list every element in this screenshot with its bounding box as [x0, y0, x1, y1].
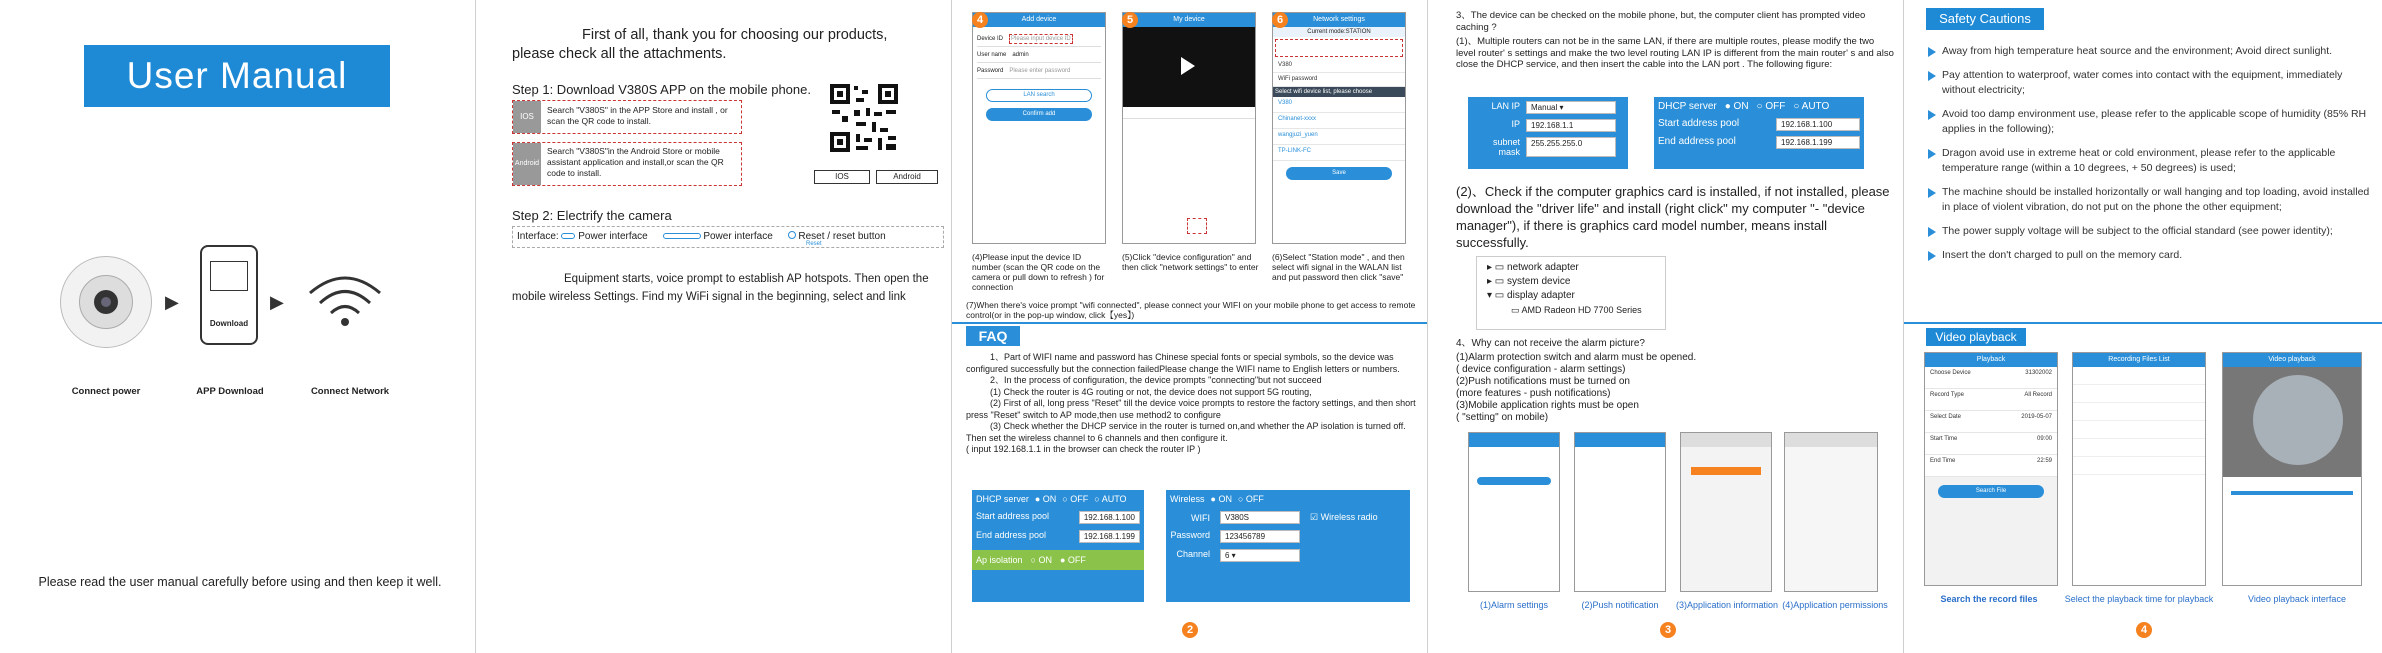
end-time-value[interactable]: 22:59 — [2036, 458, 2052, 464]
faq-item-3-2: (2)、Check if the computer graphics card is installed, if not installed, please download the "driver life" and install (right click" my computer "- "device manager"), if there is graphics card model number, means install successfully. — [1456, 184, 1890, 250]
end-pool-label: End address pool — [1658, 136, 1736, 147]
android-row — [512, 142, 742, 186]
lan-settings-box — [1468, 97, 1628, 169]
faq-continued-panel — [1428, 0, 1904, 653]
video-area[interactable] — [1123, 27, 1255, 107]
page-number: 3 — [1660, 622, 1676, 638]
ssid-field[interactable]: V380 — [1273, 59, 1405, 73]
faq-item-2-3: (3) Check whether the DHCP service in the router is turned on,and whether the AP isolation is turned off. Then set the wireless channel to 6 channels and then configure it. — [966, 421, 1406, 443]
record-type-label: Record Type — [1930, 392, 1964, 398]
camera-icon — [60, 256, 152, 348]
dhcp-on[interactable]: ● ON — [1724, 101, 1749, 112]
faq-item-2: 2、In the process of configuration, the device prompts "connecting"but not succeed — [990, 375, 1322, 385]
live-view-title: My device — [1123, 13, 1255, 27]
screenshot-app-permissions — [1784, 432, 1878, 592]
ip-label: IP — [1511, 119, 1520, 129]
dhcp-label: DHCP server — [976, 494, 1029, 504]
channel-select[interactable]: 6 ▾ — [1220, 549, 1300, 562]
start-pool-input[interactable]: 192.168.1.100 — [1776, 118, 1860, 131]
wireless-settings-box — [1166, 490, 1410, 602]
screenshot-video-playback — [2222, 352, 2362, 586]
qr-tab-ios[interactable]: IOS — [814, 170, 870, 184]
arrow-right-icon: ▶ — [270, 292, 284, 312]
faq-4-line: ( "setting" on mobile) — [1456, 412, 1549, 423]
label-app-download: APP Download — [196, 386, 264, 397]
safety-item: The power supply voltage will be subject to the official standard (see power identity); — [1926, 224, 2371, 239]
end-pool-input[interactable]: 192.168.1.199 — [1079, 530, 1140, 543]
android-label: Android — [513, 143, 541, 185]
page-number: 2 — [1182, 622, 1198, 638]
dhcp-off[interactable]: ○ OFF — [1062, 494, 1089, 504]
caption-app-permissions: (4)Application permissions — [1782, 600, 1888, 610]
qr-code-icon — [828, 82, 900, 154]
screenshot-app-info — [1680, 432, 1772, 592]
safety-item: Pay attention to waterproof, water comes into contact with the equipment, immediately without electricity; — [1926, 68, 2371, 98]
footer-note: Please read the user manual carefully before using and then keep it well. — [38, 575, 442, 589]
faq-item-3: 3、The device can be checked on the mobile phone, but, the computer client has prompted video caching ? — [1456, 10, 1866, 33]
device-id-input[interactable]: Please input device ID — [1011, 35, 1071, 42]
search-file-button[interactable]: Search File — [1938, 485, 2044, 498]
step1-heading: Step 1: Download V380S APP on the mobile phone. — [512, 82, 811, 97]
caption-5: (5)Click "device configuration" and then click "network settings" to enter — [1122, 252, 1259, 272]
wifi-list-item[interactable]: V380 — [1273, 97, 1405, 113]
start-pool-label: Start address pool — [1658, 118, 1740, 129]
select-date-label: Select Date — [1930, 414, 1962, 420]
ip-input[interactable]: 192.168.1.1 — [1526, 119, 1616, 132]
ios-label: IOS — [513, 101, 541, 133]
subnet-mask-input[interactable]: 255.255.255.0 — [1526, 137, 1616, 157]
screenshot-recording-files — [2072, 352, 2206, 586]
caption-playback-interface: Video playback interface — [2248, 594, 2346, 604]
faq-item-2-1: (1) Check the router is 4G routing or not, the device does not support 5G routing, — [990, 386, 1312, 397]
lan-ip-mode-select[interactable]: Manual ▾ — [1526, 101, 1616, 114]
caption-search-records: Search the record files — [1940, 594, 2038, 604]
password-label: Password — [1170, 530, 1210, 540]
screenshot-alarm-settings — [1468, 432, 1560, 592]
channel-label: Channel — [1176, 549, 1210, 559]
interface-row — [512, 226, 944, 248]
faq-text — [966, 352, 1416, 456]
dhcp-auto[interactable]: ○ AUTO — [1793, 101, 1830, 112]
step2-heading: Step 2: Electrify the camera — [512, 208, 672, 223]
end-time-label: End Time — [1930, 458, 1956, 464]
intro-text: First of all, thank you for choosing our products, please check all the attachments. — [512, 27, 888, 62]
power-interface-icon — [561, 233, 575, 239]
phone-screen-live-view — [1122, 12, 1256, 244]
subnet-mask-label: subnet mask — [1492, 137, 1520, 157]
wifi-password-field[interactable]: WiFi password — [1273, 73, 1405, 87]
play-icon[interactable] — [1181, 57, 1195, 75]
safety-item: Insert the don't charged to pull on the memory card. — [1926, 248, 2371, 263]
safety-playback-panel — [1904, 0, 2382, 653]
add-device-title: Add device — [973, 13, 1105, 27]
safety-item: The machine should be installed horizontally or wall hanging and top loading, avoid installed in place of violent vibration, do not put on the phone the other equipment; — [1926, 185, 2371, 215]
network-settings-title: Network settings — [1273, 13, 1405, 27]
select-date-value[interactable]: 2019-05-07 — [2021, 414, 2052, 420]
label-connect-network: Connect Network — [310, 386, 390, 397]
reset-button-icon — [788, 231, 796, 239]
screenshot-push-notification — [1574, 432, 1666, 592]
step-number-4: 4 — [972, 12, 988, 28]
reset-label: Reset / reset button — [798, 231, 886, 242]
video-playback-badge: Video playback — [1926, 328, 2026, 346]
record-type-value[interactable]: All Record — [2024, 392, 2052, 398]
device-manager-tree — [1476, 256, 1666, 330]
safety-list — [1926, 44, 2371, 272]
caption-6: (6)Select "Station mode" , and then select wifi signal in the WALAN list and put password then click "save" — [1272, 252, 1405, 282]
cover-panel — [0, 0, 476, 653]
configure-panel — [952, 0, 1428, 653]
username-input[interactable]: admin — [1012, 51, 1029, 58]
confirm-add-button[interactable]: Confirm add — [986, 108, 1092, 121]
interface-label: Interface: — [517, 231, 559, 242]
wifi-list-header: Select wifi device list, please choose — [1273, 87, 1405, 97]
download-screen-label: Download — [209, 319, 249, 328]
qr-tab-android[interactable]: Android — [876, 170, 938, 184]
password-label: Password — [977, 67, 1004, 74]
caption-4: (4)Please input the device ID number (scan the QR code on the camera or pull down to refresh ) for connection — [972, 252, 1105, 292]
start-time-value[interactable]: 09:00 — [2036, 436, 2052, 442]
caption-select-time: Select the playback time for playback — [2064, 594, 2214, 604]
choose-device-label: Choose Device — [1930, 370, 1971, 376]
tree-display-adapter[interactable]: ▾ ▭ display adapter — [1487, 290, 1575, 301]
start-pool-input[interactable]: 192.168.1.100 — [1079, 511, 1140, 524]
caption-alarm-settings: (1)Alarm settings — [1479, 600, 1549, 610]
save-button[interactable]: Save — [1286, 167, 1392, 180]
faq-item-3-1: (1)、Multiple routers can not be in the same LAN, if there are multiple routes, please modify the two level router' s settings and make the two level routing LAN IP is different from the main router' s and also close the DHCP service, and then insert the cable into the LAN port . The following figure: — [1456, 36, 1894, 70]
wifi-list-item[interactable]: Chinanet-xxxx — [1273, 113, 1405, 129]
ap-on[interactable]: ○ ON — [1030, 555, 1052, 565]
dhcp-auto[interactable]: ○ AUTO — [1094, 494, 1127, 504]
playback-title: Playback — [1925, 353, 2057, 367]
label-connect-power: Connect power — [71, 386, 141, 397]
power-interface-label-2: Power interface — [703, 231, 773, 242]
tree-system-device[interactable]: ▸ ▭ system device — [1487, 276, 1571, 287]
faq-badge: FAQ — [966, 326, 1020, 346]
end-pool-label: End address pool — [976, 530, 1047, 540]
manual-title-banner: User Manual — [84, 45, 390, 107]
wifi-password-input[interactable]: 123456789 — [1220, 530, 1300, 543]
dhcp-on[interactable]: ● ON — [1034, 494, 1057, 504]
wifi-icon — [305, 268, 385, 328]
current-mode: Current mode:STATION — [1273, 27, 1405, 37]
faq-4-line: (1)Alarm protection switch and alarm must be opened. — [1456, 352, 1697, 363]
password-input[interactable]: Please enter password — [1009, 67, 1071, 74]
wifi-name-input[interactable]: V380S — [1220, 511, 1300, 524]
end-pool-input[interactable]: 192.168.1.199 — [1776, 136, 1860, 149]
screenshot-playback-search — [1924, 352, 2058, 586]
android-text: Search "V380S"in the Android Store or mobile assistant application and install,or scan the QR code to install. — [547, 146, 724, 178]
safety-item: Dragon avoid use in extreme heat or cold environment, please refer to the applicable temperature range (within a 10 degrees, + 50 degrees) is used; — [1926, 146, 2371, 176]
dhcp-label: DHCP server — [1658, 101, 1717, 112]
lan-search-button[interactable]: LAN search — [986, 89, 1092, 102]
ios-text: Search "V380S" in the APP Store and install , or scan the QR code to install. — [547, 105, 728, 126]
power-interface-icon — [663, 233, 701, 239]
wifi-list-item[interactable]: TP-LINK-FC — [1273, 145, 1405, 161]
faq-item-4-list — [1456, 352, 1756, 424]
faq-4-line: ( device configuration - alarm settings) — [1456, 364, 1626, 375]
start-time-label: Start Time — [1930, 436, 1958, 442]
dhcp-off[interactable]: ○ OFF — [1756, 101, 1786, 112]
safety-title-badge: Safety Cautions — [1926, 8, 2044, 30]
faq-4-line: (more features - push notifications) — [1456, 388, 1611, 399]
safety-item: Away from high temperature heat source and the environment; Avoid direct sunlight. — [1926, 44, 2371, 59]
page-number: 4 — [2136, 622, 2152, 638]
start-pool-label: Start address pool — [976, 511, 1050, 521]
reset-small-label: Reset — [806, 241, 822, 247]
tree-network-adapter[interactable]: ▸ ▭ network adapter — [1487, 262, 1579, 273]
faq-item-4: 4、Why can not receive the alarm picture? — [1456, 338, 1645, 349]
wifi-label: WIFI — [1191, 512, 1210, 523]
ap-off[interactable]: ● OFF — [1059, 555, 1086, 565]
faq-4-line: (3)Mobile application rights must be open — [1456, 400, 1639, 411]
tree-amd-radeon[interactable]: ▭ AMD Radeon HD 7700 Series — [1511, 305, 1642, 315]
lan-ip-label: LAN IP — [1491, 101, 1520, 111]
wireless-off[interactable]: ○ OFF — [1237, 494, 1264, 504]
choose-device-value[interactable]: 31302002 — [2025, 370, 2052, 376]
setup-panel — [476, 0, 952, 653]
power-interface-label-1: Power interface — [578, 231, 648, 242]
faq-item-2-2: (2) First of all, long press "Reset" till the device voice prompts to restore the factory settings, and then short press "Reset" switch to AP mode,then use method2 to configure — [966, 398, 1416, 420]
wireless-radio-checkbox[interactable]: ☑ Wireless radio — [1310, 512, 1378, 522]
step-number-6: 6 — [1272, 12, 1288, 28]
device-id-label: Device ID — [977, 35, 1004, 42]
caption-push-notification: (2)Push notification — [1581, 600, 1659, 610]
arrow-right-icon: ▶ — [165, 292, 179, 312]
video-playback-title: Video playback — [2223, 353, 2361, 367]
step-number-5: 5 — [1122, 12, 1138, 28]
dhcp-settings-box — [1654, 97, 1864, 169]
ap-isolation-label: Ap isolation — [976, 555, 1023, 565]
faq-item-1: 1、Part of WIFI name and password has Chinese special fonts or special symbols, so the device was configured successfully but the connection failedPlease change the WIFI name to English letters or numbers. — [966, 352, 1400, 374]
wireless-label: Wireless — [1170, 494, 1205, 504]
divider — [952, 322, 1428, 324]
ios-row — [512, 100, 742, 134]
wifi-list-item[interactable]: wangjuzi_yuen — [1273, 129, 1405, 145]
caption-7: (7)When there's voice prompt "wifi connected", please connect your WIFI on your mobile phone to get access to remote control(or in the pop-up window, click【yes】) — [966, 300, 1416, 320]
device-config-icon[interactable] — [1187, 218, 1207, 234]
phone-screen-add-device — [972, 12, 1106, 244]
username-label: User name — [977, 51, 1007, 58]
faq-item-2-4: ( input 192.168.1.1 in the browser can check the router IP ) — [966, 444, 1201, 454]
equipment-text: Equipment starts, voice prompt to establish AP hotspots. Then open the mobile wireless Settings. Find my WiFi signal in the beginning, select and link — [512, 273, 929, 303]
dhcp-settings-box — [972, 490, 1144, 602]
caption-app-info: (3)Application information — [1675, 600, 1779, 610]
fisheye-video[interactable] — [2223, 367, 2361, 477]
faq-4-line: (2)Push notifications must be turned on — [1456, 376, 1630, 387]
divider — [1904, 322, 2382, 324]
safety-item: Avoid too damp environment use, please refer to the applicable scope of humidity (85% RH applies in the following); — [1926, 107, 2371, 137]
wireless-on[interactable]: ● ON — [1210, 494, 1232, 504]
recording-files-title: Recording Files List — [2073, 353, 2205, 367]
phone-screen-network-settings — [1272, 12, 1406, 244]
phone-icon — [200, 245, 258, 345]
